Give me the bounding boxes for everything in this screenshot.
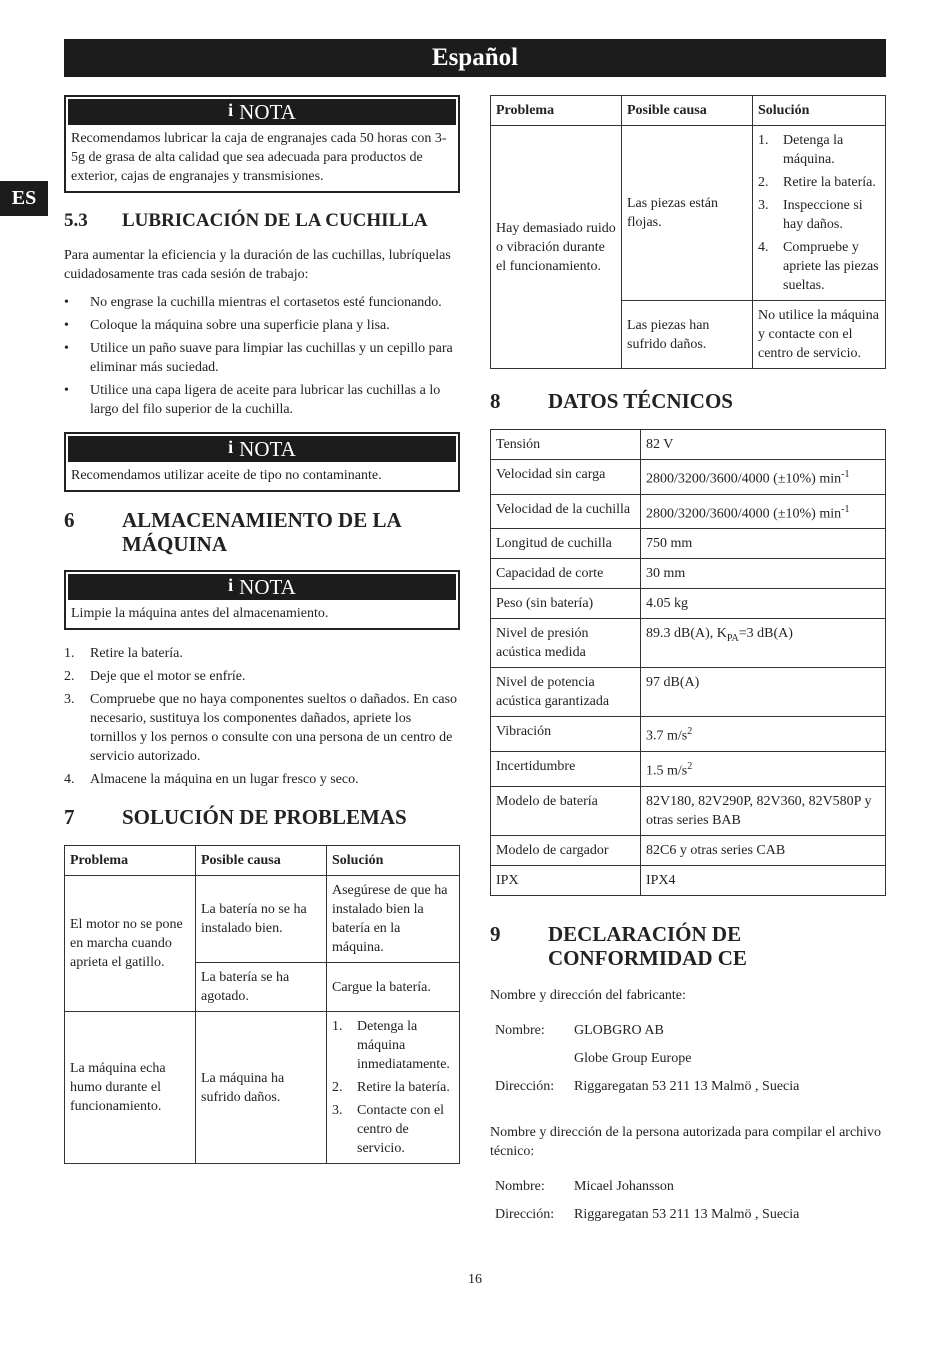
- spec-value: IPX4: [641, 865, 886, 895]
- spec-label: Capacidad de corte: [491, 559, 641, 589]
- list-item: 3. Compruebe que no haya componentes sueltos o dañados. En caso necesario, sustituya los componentes dañados, apriete los tornillos y los pernos o consulte con una persona de un centro de servicio autorizado.: [64, 692, 458, 764]
- technical-data-table: [490, 429, 886, 896]
- section-heading-9: 9 DECLARACIÓN DE CONFORMIDAD CE: [490, 921, 747, 970]
- list-item: 1. Detenga la máquina inmediatamente.: [332, 1019, 450, 1072]
- table-header-row: Problema Posible causa Solución: [491, 96, 886, 126]
- table-header-row: Problema Posible causa Solución: [65, 846, 460, 876]
- note-header: i NOTA: [68, 574, 456, 600]
- spec-value: 97 dB(A): [641, 668, 886, 717]
- note-box-lubrication: [64, 95, 460, 193]
- table-row: [491, 619, 886, 668]
- spec-label: Nivel de potencia acústica garantizada: [491, 668, 641, 717]
- spec-value: 4.05 kg: [641, 589, 886, 619]
- spec-value: 750 mm: [641, 529, 886, 559]
- note-header: i NOTA: [68, 436, 456, 462]
- list-item: 3. Contacte con el centro de servicio.: [332, 1103, 445, 1156]
- solution-list: [758, 131, 882, 295]
- page-number: 16: [468, 1272, 482, 1287]
- list-item: • No engrase la cuchilla mientras el cortasetos esté funcionando.: [64, 295, 442, 310]
- list-item: 1. Retire la batería.: [64, 646, 183, 661]
- spec-label: Velocidad de la cuchilla: [491, 494, 641, 529]
- storage-steps: [64, 644, 460, 789]
- note-text: Recomendamos utilizar aceite de tipo no contaminante.: [71, 468, 382, 483]
- table-row: [491, 668, 886, 717]
- note-text: Recomendamos lubricar la caja de engranajes cada 50 horas con 3-5g de grasa de alta calidad que sea adecuada para productos de exterior, cajas de engranajes y transmisiones.: [71, 131, 447, 184]
- spec-label: Peso (sin batería): [491, 589, 641, 619]
- spec-value: 82C6 y otras series CAB: [641, 835, 886, 865]
- table-row: [491, 865, 886, 895]
- list-item: • Utilice un paño suave para limpiar las cuchillas y un cepillo para eliminar más suciedad.: [64, 341, 453, 375]
- manufacturer-group: Globe Group Europe: [574, 1050, 692, 1066]
- list-item: 4. Compruebe y apriete las piezas sueltas.: [758, 240, 879, 293]
- spec-value: 2800/3200/3600/4000 (±10%) $\min^{-1}$: [641, 460, 886, 495]
- list-item: 2. Retire la batería.: [332, 1080, 450, 1095]
- solution-list: [332, 1017, 456, 1158]
- person-name: Nombre: Micael Johansson: [495, 1178, 674, 1194]
- table-row: Las piezas han sufrido daños. No utilice la máquina y contacte con el centro de servicio.: [491, 301, 886, 369]
- list-item: • Coloque la máquina sobre una superficie plana y lisa.: [64, 318, 390, 333]
- list-item: 3. Inspeccione si hay daños.: [758, 198, 863, 232]
- table-row: La batería se ha agotado. Cargue la batería.: [65, 963, 460, 1012]
- table-row: El motor no se pone en marcha cuando aprieta el gatillo. La batería no se ha instalado bien. Asegúrese de que ha instalado bien la batería en la máquina.: [65, 876, 460, 963]
- section-heading-7: 7 SOLUCIÓN DE PROBLEMAS: [64, 805, 407, 829]
- table-row: [491, 835, 886, 865]
- spec-label: Nivel de presión acústica medida: [491, 619, 641, 668]
- person-address: Dirección: Riggaregatan 53 211 13 Malmö , Suecia: [495, 1206, 800, 1222]
- spec-value: 30 mm: [641, 559, 886, 589]
- list-item: • Utilice una capa ligera de aceite para lubricar las cuchillas a lo largo del filo superior de la cuchilla.: [64, 383, 441, 417]
- table-row: [491, 529, 886, 559]
- table-row: [491, 751, 886, 786]
- language-tab: ES: [0, 181, 48, 216]
- bullet-list: [64, 293, 460, 419]
- spec-label: Vibración: [491, 717, 641, 752]
- spec-label: Modelo de batería: [491, 786, 641, 835]
- troubleshooting-table: [64, 845, 460, 1164]
- spec-label: Modelo de cargador: [491, 835, 641, 865]
- authorized-person-label: Nombre y dirección de la persona autorizada para compilar el archivo técnico:: [490, 1124, 882, 1159]
- right-column: [490, 95, 886, 1233]
- table-row: La máquina echa humo durante el funcionamiento. La máquina ha sufrido daños. 1. Detenga la máquina inmediatamente. 2. Retire la batería. 3. Contacte con el centro de servicio.: [65, 1012, 460, 1164]
- list-item: 2. Retire la batería.: [758, 175, 876, 190]
- table-row: [491, 717, 886, 752]
- list-item: 1. Detenga la máquina.: [758, 133, 844, 167]
- manufacturer-name: Nombre: GLOBGRO AB: [495, 1022, 664, 1038]
- spec-label: Incertidumbre: [491, 751, 641, 786]
- spec-label: IPX: [491, 865, 641, 895]
- spec-value: 82V180, 82V290P, 82V360, 82V580P y otras series BAB: [641, 786, 886, 835]
- table-row: [491, 430, 886, 460]
- spec-value: 1.5 $m/s^2$: [641, 751, 886, 786]
- table-row: [491, 589, 886, 619]
- spec-label: Velocidad sin carga: [491, 460, 641, 495]
- manufacturer-label: Nombre y dirección del fabricante:: [490, 987, 686, 1003]
- list-item: 2. Deje que el motor se enfríe.: [64, 669, 246, 684]
- spec-value: 2800/3200/3600/4000 (±10%) $\min^{-1}$: [641, 494, 886, 529]
- spec-value: 82 V: [641, 430, 886, 460]
- section-heading-8: 8 DATOS TÉCNICOS: [490, 389, 733, 413]
- note-text: Limpie la máquina antes del almacenamiento.: [71, 606, 329, 621]
- manufacturer-address: Dirección: Riggaregatan 53 211 13 Malmö , Suecia: [495, 1078, 800, 1094]
- table-row: [491, 460, 886, 495]
- spec-value: 3.7 $m/s^2$: [641, 717, 886, 752]
- info-icon: i: [228, 437, 234, 457]
- note-box-storage: [64, 570, 460, 630]
- info-icon: i: [228, 575, 234, 595]
- left-column: [64, 95, 460, 1164]
- table-row: [491, 559, 886, 589]
- note-box-oil: [64, 432, 460, 492]
- section-heading-5-3: 5.3 LUBRICACIÓN DE LA CUCHILLA: [64, 210, 428, 231]
- table-row: Hay demasiado ruido o vibración durante el funcionamiento. Las piezas están flojas. 1. Detenga la máquina. 2. Retire la batería. 3. Inspeccione si hay daños. 4. Compruebe y apriete las piezas sueltas.: [491, 126, 886, 301]
- table-row: [491, 786, 886, 835]
- spec-label: Tensión: [491, 430, 641, 460]
- section-heading-6: 6 ALMACENAMIENTO DE LA MÁQUINA: [64, 508, 402, 556]
- info-icon: i: [228, 100, 234, 120]
- troubleshooting-table-continued: [490, 95, 886, 369]
- paragraph: Para aumentar la eficiencia y la duración de las cuchillas, lubríquelas cuidadosamente tras cada sesión de trabajo:: [64, 248, 451, 282]
- spec-label: Longitud de cuchilla: [491, 529, 641, 559]
- table-row: [491, 494, 886, 529]
- list-item: 4. Almacene la máquina en un lugar fresco y seco.: [64, 772, 359, 787]
- note-header: i NOTA: [68, 99, 456, 125]
- page-title: Español: [64, 39, 886, 77]
- spec-value: 89.3 dB(A), $K_{PA}=3$ dB(A): [641, 619, 886, 668]
